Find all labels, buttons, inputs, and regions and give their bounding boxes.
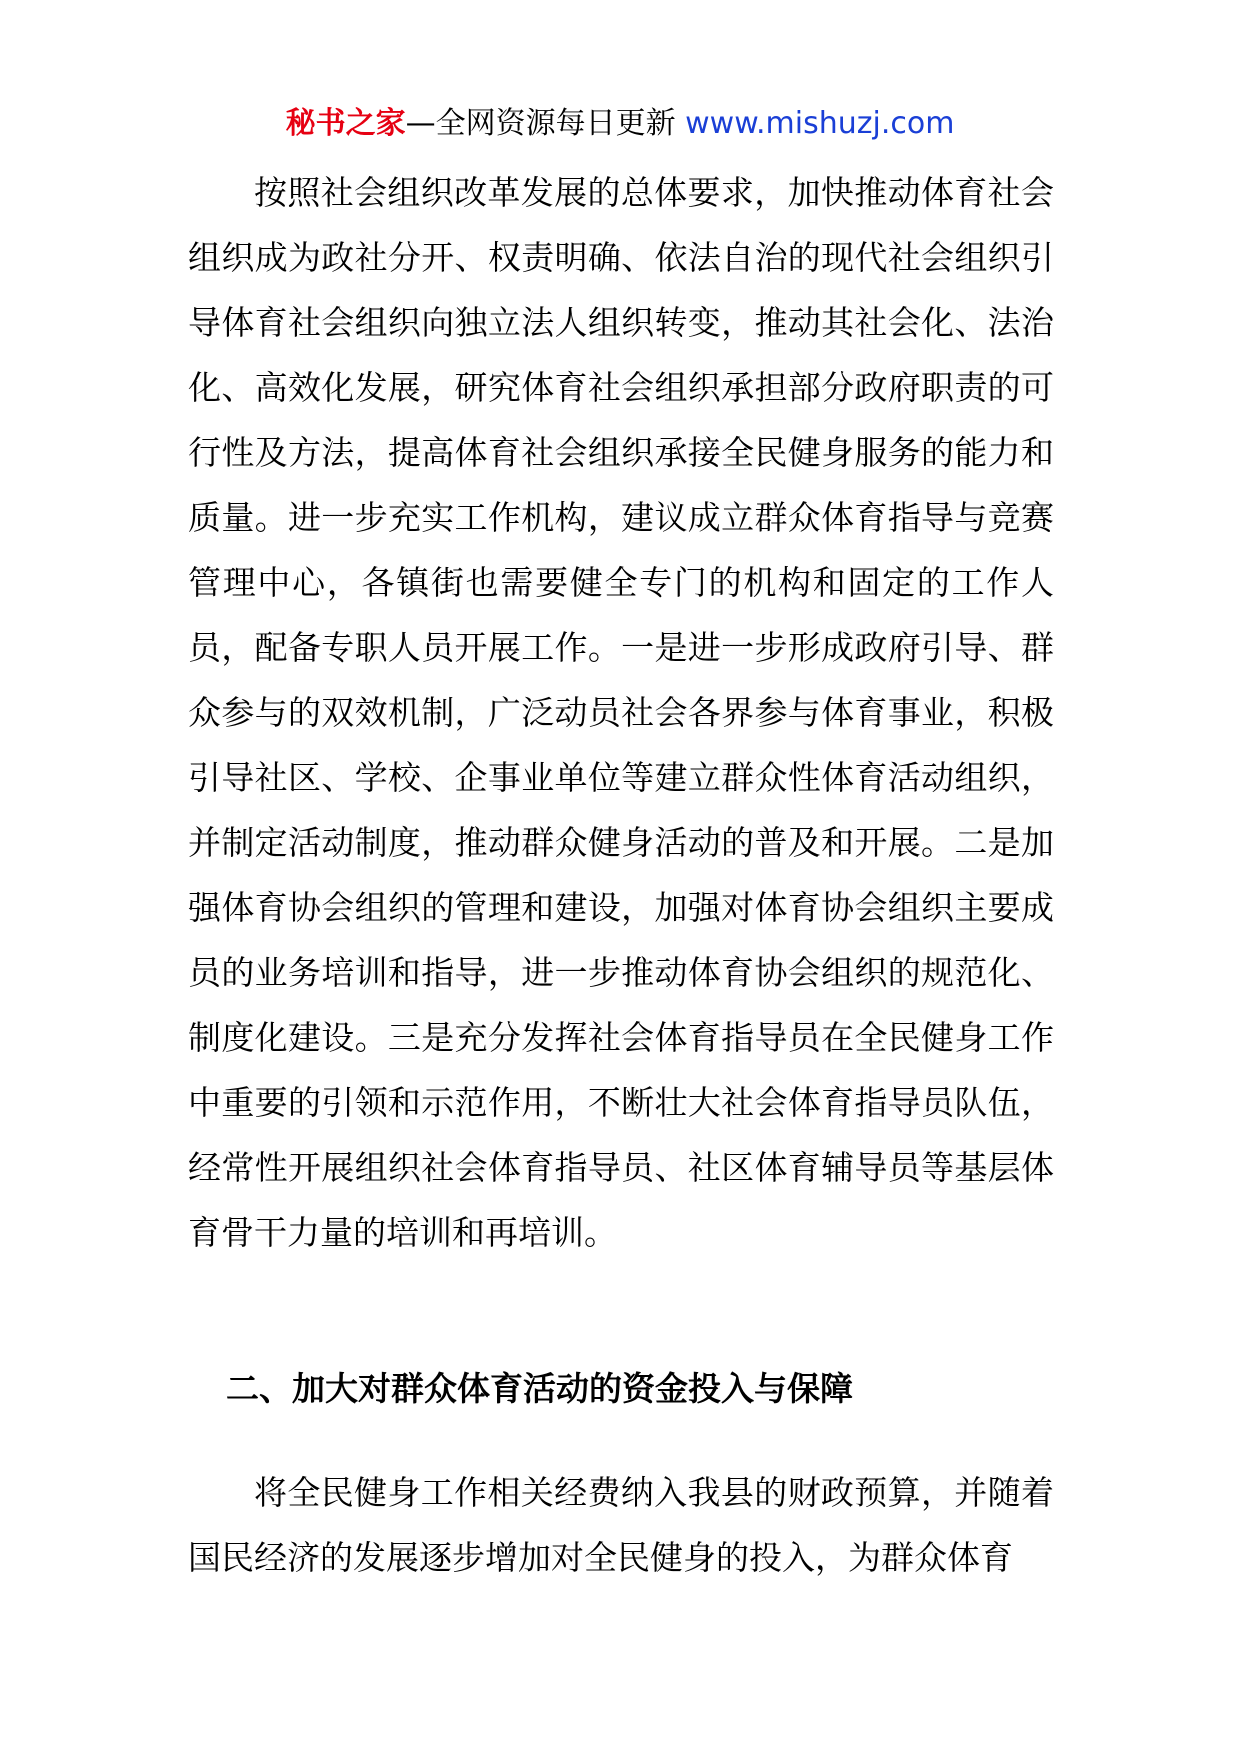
body-paragraph-1: 按照社会组织改革发展的总体要求，加快推动体育社会组织成为政社分开、权责明确、依法自治的现代社会组织引导体育社会组织向独立法人组织转变，推动其社会化、法治化、高效化发展，研究体育社会组织承担部分政府职责的可行性及方法，提高体育社会组织承接全民健身服务的能力和质量。进一步充实工作机构，建议成立群众体育指导与竞赛管理中心，各镇街也需要健全专门的机构和固定的工作人员，配备专职人员开展工作。一是进一步形成政府引导、群众参与的双效机制，广泛动员社会各界参与体育事业，积极引导社区、学校、企事业单位等建立群众性体育活动组织，并制定活动制度，推动群众健身活动的普及和开展。二是加强体育协会组织的管理和建设，加强对体育协会组织主要成员的业务培训和指导，进一步推动体育协会组织的规范化、制度化建设。三是充分发挥社会体育指导员在全民健身工作中重要的引领和示范作用，不断壮大社会体育指导员队伍，经常性开展组织社会体育指导员、社区体育辅导员等基层体育骨干力量的培训和再培训。 — [188, 173, 1054, 1252]
header-tagline: —全网资源每日更新 — [405, 106, 676, 141]
brand-name: 秘书之家 — [285, 106, 406, 141]
watermark-header — [0, 104, 1240, 144]
section-heading: 二、加大对群众体育活动的资金投入与保障 — [226, 1369, 853, 1408]
body-paragraph-2: 将全民健身工作相关经费纳入我县的财政预算，并随着国民经济的发展逐步增加对全民健身的投入，为群众体育 — [188, 1473, 1054, 1577]
header-url[interactable]: www.mishuzj.com — [685, 106, 955, 141]
